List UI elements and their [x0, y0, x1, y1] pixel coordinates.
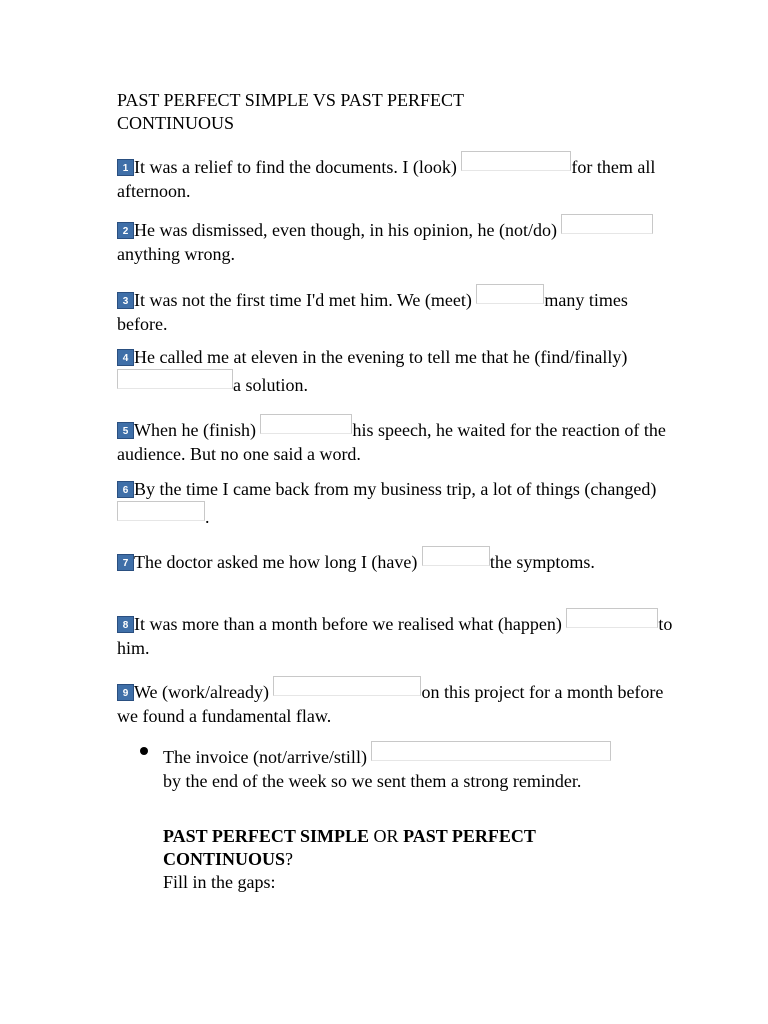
answer-input-4[interactable] [117, 369, 233, 389]
question-1 [117, 151, 677, 203]
question-text-after: a solution. [233, 375, 308, 395]
question-3 [117, 284, 677, 336]
bullet-dot-icon [140, 747, 148, 755]
question-text-before: The doctor asked me how long I (have) [134, 552, 422, 572]
answer-input-7[interactable] [422, 546, 490, 566]
question-9 [117, 676, 677, 728]
question-text-after: the symptoms. [489, 552, 595, 572]
question-number-badge: 2 [117, 222, 134, 239]
bullet-question [140, 741, 660, 793]
question-text-after: many times before. [117, 290, 628, 334]
answer-input-2[interactable] [561, 214, 653, 234]
question-text-after: . [205, 507, 210, 527]
question-5 [117, 414, 677, 466]
question-text-before: It was more than a month before we realised what (happen) [134, 614, 567, 634]
section-heading [163, 825, 623, 894]
answer-input-1[interactable] [461, 151, 571, 171]
page-title: PAST PERFECT SIMPLE VS PAST PERFECT CONTINUOUS [117, 90, 464, 133]
question-8 [117, 608, 677, 660]
question-2 [117, 214, 677, 266]
heading-bold-1: PAST PERFECT SIMPLE [163, 826, 370, 846]
answer-input-6[interactable] [117, 501, 205, 521]
question-text-before: We (work/already) [134, 682, 274, 702]
answer-input-5[interactable] [260, 414, 352, 434]
question-text-before: When he (finish) [134, 420, 261, 440]
question-number-badge: 1 [117, 159, 134, 176]
question-text-before: The invoice (not/arrive/still) [163, 747, 372, 767]
question-number-badge: 9 [117, 684, 134, 701]
question-6 [117, 477, 677, 529]
question-text-before: He was dismissed, even though, in his opinion, he (not/do) [134, 220, 562, 240]
answer-input-3[interactable] [476, 284, 544, 304]
question-text-after: his speech, he waited for the reaction of the audience. But no one said a word. [117, 420, 666, 464]
heading-qmark: ? [285, 849, 294, 869]
question-text-before: By the time I came back from my business trip, a lot of things (changed) [134, 479, 657, 499]
question-text-after: for them all afternoon. [117, 157, 656, 201]
question-number-badge: 8 [117, 616, 134, 633]
question-text-after: on this project for a month before we found a fundamental flaw. [117, 682, 664, 726]
question-text-before: It was not the first time I'd met him. We (meet) [134, 290, 477, 310]
question-number-badge: 5 [117, 422, 134, 439]
question-7 [117, 546, 677, 574]
question-text-before: It was a relief to find the documents. I (look) [134, 157, 462, 177]
question-4 [117, 345, 677, 397]
question-text-after: anything wrong. [117, 244, 235, 264]
question-number-badge: 6 [117, 481, 134, 498]
answer-input-10[interactable] [371, 741, 611, 761]
heading-or: OR [369, 826, 404, 846]
question-number-badge: 4 [117, 349, 134, 366]
question-text-before: He called me at eleven in the evening to tell me that he (find/finally) [134, 347, 628, 367]
heading-bold-2: PAST PERFECT CONTINUOUS [163, 826, 536, 869]
instruction-text: Fill in the gaps: [163, 872, 276, 892]
answer-input-8[interactable] [566, 608, 658, 628]
answer-input-9[interactable] [273, 676, 421, 696]
question-text-after: by the end of the week so we sent them a strong reminder. [163, 771, 582, 791]
question-text-after: to him. [117, 614, 673, 658]
question-number-badge: 7 [117, 554, 134, 571]
question-number-badge: 3 [117, 292, 134, 309]
